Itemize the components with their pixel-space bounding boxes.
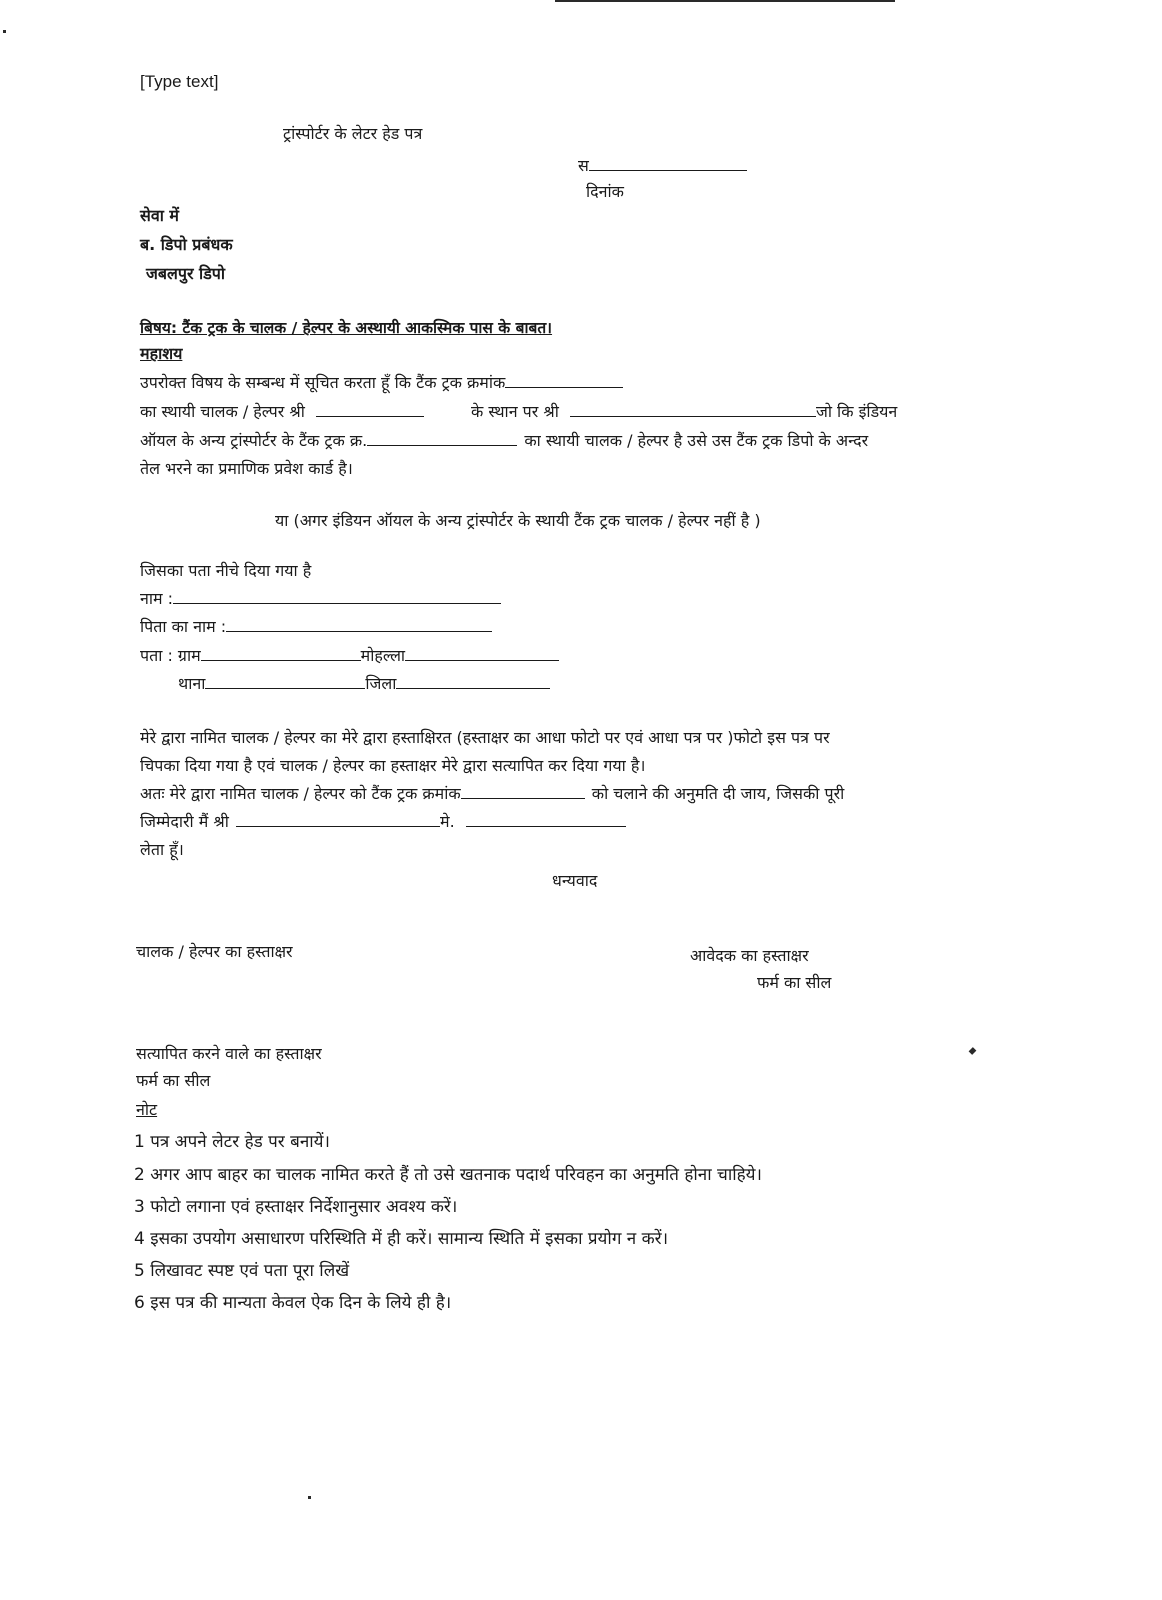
- mohalla-blank[interactable]: [405, 646, 559, 661]
- ref-number-label: स: [578, 156, 589, 175]
- address-row-2: [178, 674, 550, 694]
- tank-truck-number-blank[interactable]: [505, 373, 623, 388]
- body2-line4-text-a: जिम्मेदारी मैं श्री: [140, 812, 229, 831]
- scan-mark-top: [555, 0, 895, 2]
- jila-blank[interactable]: [396, 674, 550, 689]
- body2-line1: मेरे द्वारा नामित चालक / हेल्पर का मेरे द्वारा हस्ताक्षिरत (हस्ताक्षर का आधा फोटो पर एवं आधा पत्र पर )फोटो इस पत्र पर: [140, 728, 830, 747]
- note-item-1: 1 पत्र अपने लेटर हेड पर बनायें।: [134, 1132, 330, 1152]
- father-row: [140, 617, 492, 637]
- note-item-2: 2 अगर आप बाहर का चालक नामित करते हैं तो उसे खतनाक पदार्थ परिवहन का अनुमति होना चाहिये।: [134, 1165, 762, 1185]
- body2-line5: लेता हूँ।: [140, 840, 184, 859]
- jila-label: जिला: [365, 674, 397, 693]
- thana-blank[interactable]: [205, 674, 365, 689]
- date-label: दिनांक: [586, 182, 624, 201]
- thana-label: थाना: [178, 674, 206, 693]
- to-line-2: ब. डिपो प्रबंधक: [140, 235, 233, 254]
- body1-line3: [140, 431, 868, 451]
- name-label: नाम :: [140, 589, 174, 608]
- father-name-blank[interactable]: [226, 617, 492, 632]
- note-item-3: 3 फोटो लगाना एवं हस्ताक्षर निर्देशानुसार अवश्य करें।: [134, 1197, 458, 1217]
- firm-seal-label: फर्म का सील: [757, 973, 832, 992]
- address-intro: जिसका पता नीचे दिया गया है: [140, 561, 312, 580]
- body1-line2: [140, 402, 897, 422]
- body2-line4: [140, 812, 626, 832]
- note-item-6: 6 इस पत्र की मान्यता केवल ऐक दिन के लिये ही है।: [134, 1293, 452, 1313]
- ref-number-blank[interactable]: [589, 156, 747, 171]
- verifier-seal-label: फर्म का सील: [136, 1071, 211, 1090]
- note-item-5: 5 लिखावट स्पष्ट एवं पता पूरा लिखें: [134, 1261, 350, 1281]
- driver-name-blank[interactable]: [316, 402, 424, 417]
- scan-dot: [308, 1496, 311, 1499]
- body1-line3-text-b: का स्थायी चालक / हेल्पर है उसे उस टैंक ट्रक डिपो के अन्दर: [524, 431, 869, 450]
- permit-truck-number-blank[interactable]: [461, 784, 585, 799]
- body2-line2: चिपका दिया गया है एवं चालक / हेल्पर का हस्ताक्षर मेरे द्वारा सत्यापित कर दिया गया है।: [140, 756, 646, 775]
- scan-mark-right: [969, 1047, 977, 1055]
- name-blank[interactable]: [173, 589, 501, 604]
- body1-line3-text-a: ऑयल के अन्य ट्रांस्पोर्टर के टैंक ट्रक क्र.: [140, 431, 368, 450]
- subject: बिषय: टैंक ट्रक के चालक / हेल्पर के अस्थायी आकस्मिक पास के बाबत।: [140, 319, 553, 337]
- name-row: [140, 589, 501, 609]
- village-blank[interactable]: [201, 646, 361, 661]
- body2-line3-text-a: अतः मेरे द्वारा नामित चालक / हेल्पर को टैंक ट्रक क्रमांक: [140, 784, 461, 803]
- driver-signature-label: चालक / हेल्पर का हस्ताक्षर: [136, 942, 293, 961]
- firm-name-blank[interactable]: [466, 812, 626, 827]
- or-line: या (अगर इंडियन ऑयल के अन्य ट्रांस्पोर्टर के स्थायी टैंक ट्रक चालक / हेल्पर नहीं है ): [275, 511, 761, 530]
- body1-line2-text-b: के स्थान पर श्री: [471, 402, 559, 421]
- body1-line4: तेल भरने का प्रमाणिक प्रवेश कार्ड है।: [140, 459, 353, 478]
- body1-line2-text-c: जो कि इंडियन: [815, 402, 898, 421]
- header-placeholder: [Type text]: [140, 72, 219, 91]
- ref-number: [578, 156, 747, 176]
- note-title: नोट: [136, 1100, 158, 1119]
- note-item-4: 4 इसका उपयोग असाधारण परिस्थिति में ही करें। सामान्य स्थिति में इसका प्रयोग न करें।: [134, 1229, 669, 1249]
- scan-mark-left: [3, 30, 6, 33]
- responsible-name-blank[interactable]: [236, 812, 440, 827]
- other-truck-number-blank[interactable]: [367, 431, 517, 446]
- body2-line3-text-b: को चलाने की अनुमति दी जाय, जिसकी पूरी: [591, 784, 845, 803]
- thanks: धन्यवाद: [552, 871, 598, 890]
- mohalla-label: मोहल्ला: [360, 646, 406, 665]
- village-label: पता : ग्राम: [140, 646, 201, 665]
- address-row-1: [140, 646, 559, 666]
- applicant-signature-label: आवेदक का हस्ताक्षर: [690, 946, 809, 965]
- to-line-3: जबलपुर डिपो: [146, 264, 225, 283]
- father-label: पिता का नाम :: [140, 617, 227, 636]
- body1-line2-text-a: का स्थायी चालक / हेल्पर श्री: [140, 402, 305, 421]
- salutation: महाशय: [140, 344, 183, 363]
- body1-line1: [140, 373, 623, 393]
- letterhead-title: ट्रांस्पोर्टर के लेटर हेड पत्र: [283, 124, 423, 143]
- to-line-1: सेवा में: [140, 206, 179, 225]
- body2-line4-text-b: मे.: [440, 812, 455, 831]
- replacement-name-blank[interactable]: [570, 402, 816, 417]
- body1-line1-text: उपरोक्त विषय के सम्बन्ध में सूचित करता हूँ कि टैंक ट्रक क्रमांक: [140, 373, 506, 392]
- body2-line3: [140, 784, 844, 804]
- verifier-signature-label: सत्यापित करने वाले का हस्ताक्षर: [136, 1044, 322, 1063]
